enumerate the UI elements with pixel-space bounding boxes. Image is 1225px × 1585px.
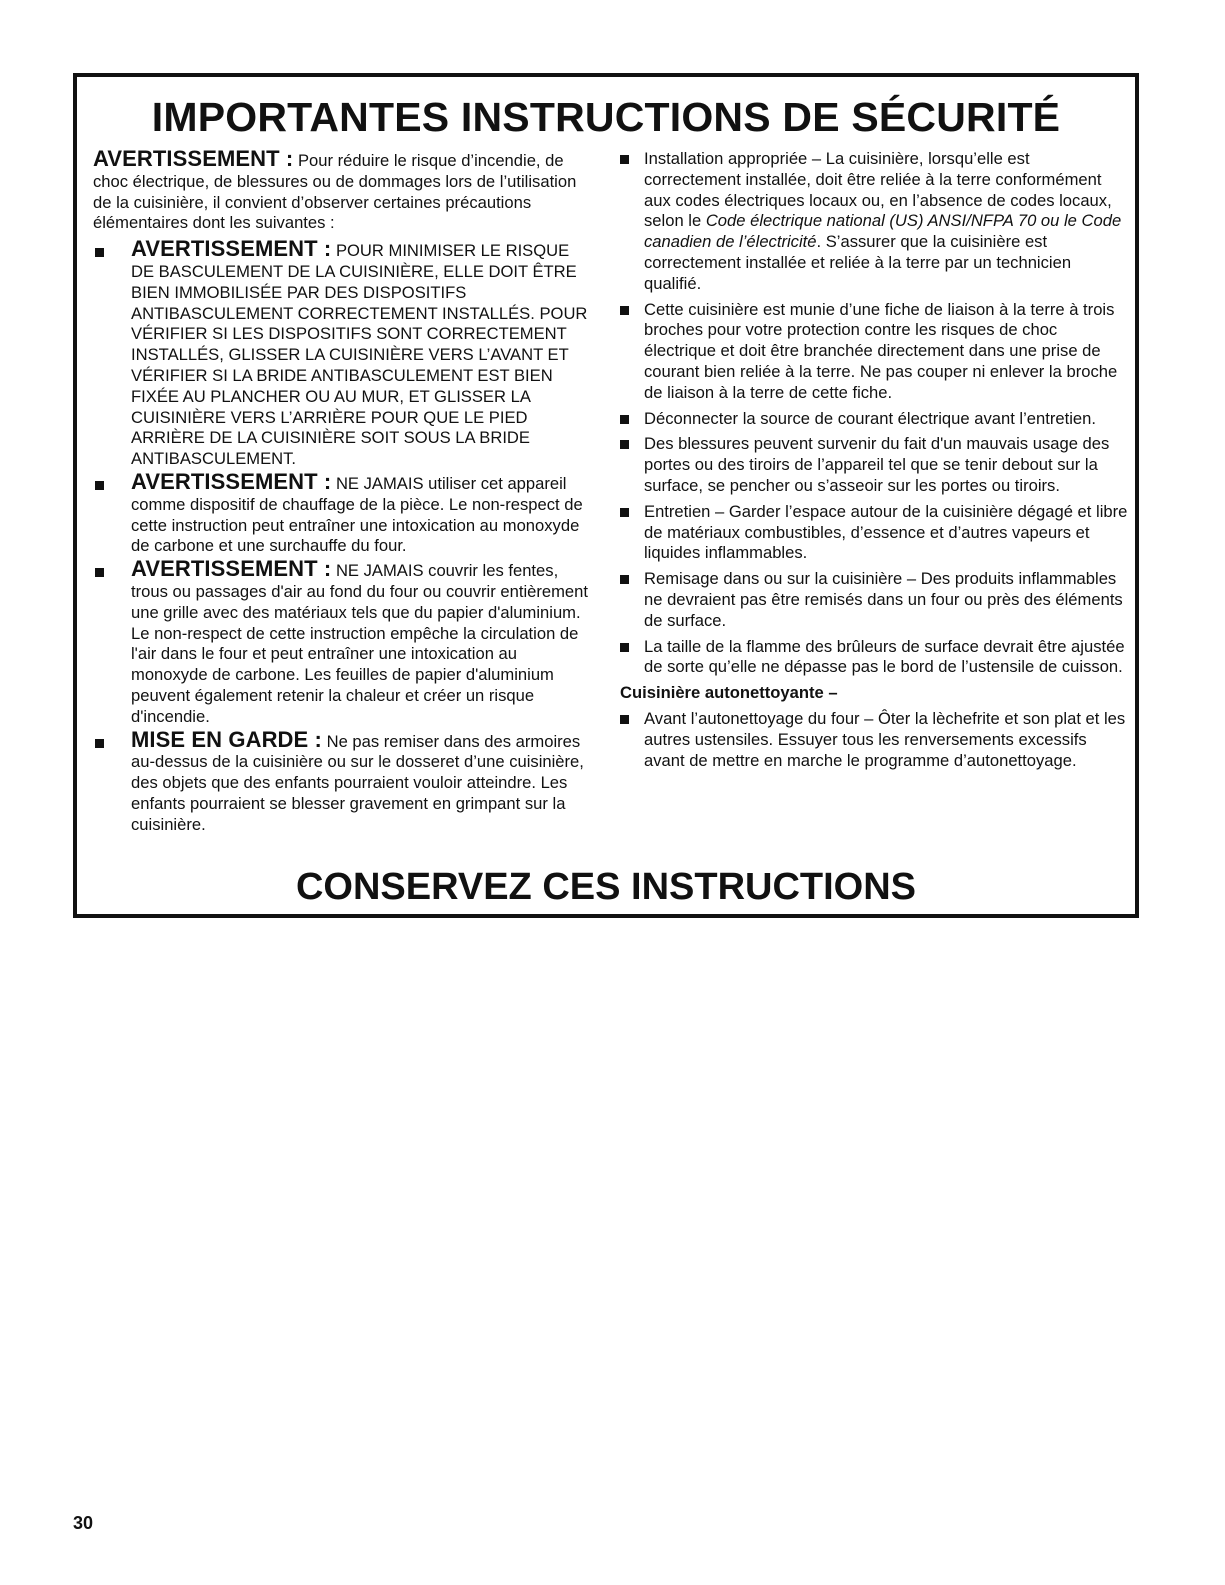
intro-text: Pour réduire le risque d’incendie, de choc électrique, de blessures ou de dommages lors de l’utilisation de la cuisinière, il convient d’observer certaines précautions élémentaires dont les suivantes : [93, 151, 577, 233]
self-clean-list [620, 709, 1130, 771]
intro-keyword: AVERTISSEMENT : [93, 146, 294, 171]
list-item [93, 726, 593, 836]
list-item [620, 502, 1130, 564]
square-bullet-icon [620, 643, 629, 652]
warning-keyword: AVERTISSEMENT : [131, 236, 332, 262]
square-bullet-icon [620, 306, 629, 315]
code-reference: Code électrique national (US) ANSI/NFPA 70 ou le Code canadien de l’électricité [644, 211, 1122, 252]
list-item [93, 556, 593, 727]
square-bullet-icon [620, 440, 629, 449]
intro-paragraph [93, 146, 593, 234]
right-column [620, 149, 1130, 776]
item-text: Avant l’autonettoyage du four – Ôter la lèchefrite et son plat et les autres ustensiles. Essuyer tous les renversements excessifs avant de mettre en marche le programme d’autonettoyage. [644, 708, 1126, 770]
list-item [620, 149, 1130, 295]
warning-text: POUR MINIMISER LE RISQUE DE BASCULEMENT DE LA CUISINIÈRE, ELLE DOIT ÊTRE BIEN IMMOBILISÉE PAR DES DISPOSITIFS ANTIBASCULEMENT CORRECTEMENT INSTALLÉS. POUR VÉRIFIER SI LES DISPOSITIFS SONT CORRECTEMENT INSTALLÉS, GLISSER LA CUISINIÈRE VERS L’AVANT ET VÉRIFIER SI LA BRIDE ANTIBASCULEMENT EST BIEN FIXÉE AU PLANCHER OU AU MUR, ET GLISSER LA CUISINIÈRE VERS L’ARRIÈRE POUR QUE LE PIED ARRIÈRE DE LA CUISINIÈRE SOIT SOUS LA BRIDE ANTIBASCULEMENT. [131, 241, 588, 469]
left-warning-list [93, 236, 593, 835]
list-item [620, 709, 1130, 771]
caution-keyword: MISE EN GARDE : [131, 726, 322, 752]
page-number: 30 [73, 1513, 94, 1533]
square-bullet-icon [620, 575, 629, 584]
footer-title: CONSERVEZ CES INSTRUCTIONS [295, 866, 917, 908]
square-bullet-icon [620, 508, 629, 517]
warning-text: NE JAMAIS utiliser cet appareil comme dispositif de chauffage de la pièce. Le non-respect de cette instruction peut entraîner une intoxication au monoxyde de carbone et une surchauffe du four. [131, 473, 583, 556]
item-text: Entretien – Garder l’espace autour de la cuisinière dégagé et libre de matériaux combustibles, d’essence et d’autres vapeurs et liquides inflammables. [644, 501, 1128, 563]
square-bullet-icon [620, 715, 629, 724]
list-item [93, 468, 593, 557]
square-bullet-icon [95, 568, 104, 577]
left-column [93, 146, 593, 838]
right-instruction-list [620, 149, 1130, 678]
item-text: Cette cuisinière est munie d’une fiche de liaison à la terre à trois broches pour votre protection contre les risques de choc électrique et doit être branchée directement dans une prise de courant bien reliée à la terre. Ne pas couper ni enlever la broche de liaison à la terre de cette fiche. [644, 299, 1118, 402]
warning-keyword: AVERTISSEMENT : [131, 468, 332, 494]
list-item [620, 569, 1130, 631]
list-item [620, 300, 1130, 404]
page-title: IMPORTANTES INSTRUCTIONS DE SÉCURITÉ [151, 94, 1061, 140]
item-text: Déconnecter la source de courant électrique avant l’entretien. [644, 408, 1096, 428]
square-bullet-icon [95, 481, 104, 490]
safety-instructions-box [73, 73, 1139, 918]
self-clean-subheading: Cuisinière autonettoyante – [620, 683, 838, 703]
item-text: Remisage dans ou sur la cuisinière – Des produits inflammables ne devraient pas être remisés dans un four ou près des éléments de surface. [644, 569, 1123, 630]
item-text: Des blessures peuvent survenir du fait d'un mauvais usage des portes ou des tiroirs de l’appareil tel que se tenir debout sur la surface, se pencher ou s’asseoir sur les portes ou tiroirs. [644, 434, 1110, 495]
warning-keyword: AVERTISSEMENT : [131, 556, 332, 582]
item-text: Installation appropriée – La cuisinière, lorsqu’elle est correctement installée, doit être reliée à la terre conformément aux codes électriques locaux ou, en l’absence de codes locaux, selon le [644, 149, 1112, 231]
caution-text: Ne pas remiser dans des armoires au-dessus de la cuisinière ou sur le dosseret d’une cuisinière, des objets que des enfants pourraient vouloir atteindre. Les enfants pourraient se blesser gravement en grimpant sur la cuisinière. [131, 731, 584, 834]
square-bullet-icon [620, 155, 629, 164]
square-bullet-icon [95, 739, 104, 748]
item-text-end: . S’assurer que la cuisinière est correctement installée et reliée à la terre par un technicien qualifié. [644, 232, 1072, 293]
list-item [620, 434, 1130, 496]
square-bullet-icon [620, 415, 629, 424]
list-item [620, 637, 1130, 679]
warning-text: NE JAMAIS couvrir les fentes, trous ou passages d'air au fond du four ou couvrir entièrement une grille avec des matériaux tels que du papier d'aluminium. Le non-respect de cette instruction empêche la circulation de l'air dans le four et peut entraîner une intoxication au monoxyde de carbone. Les feuilles de papier d'aluminium peuvent également retenir la chaleur et créer un risque d'incendie. [131, 561, 589, 726]
list-item [93, 236, 593, 470]
list-item [620, 409, 1130, 430]
item-text: La taille de la flamme des brûleurs de surface devrait être ajustée de sorte qu’elle ne dépasse pas le bord de l’ustensile de cuisson. [644, 636, 1125, 677]
square-bullet-icon [95, 248, 104, 257]
